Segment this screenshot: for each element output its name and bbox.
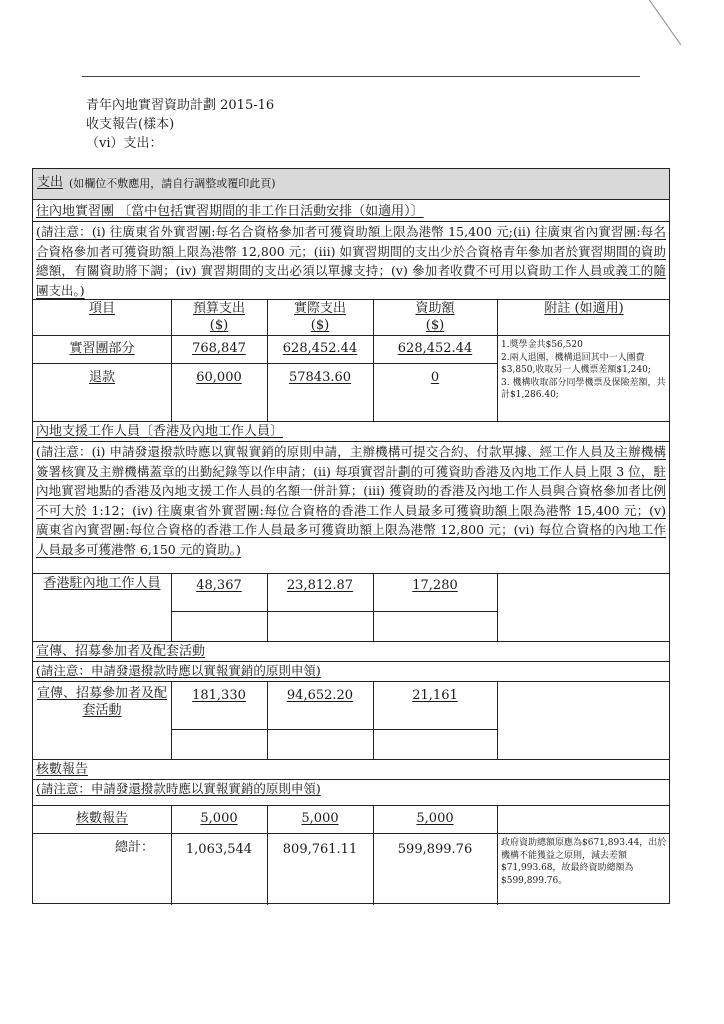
col-header-subsidy: 資助額 ($)	[415, 301, 455, 333]
row-tour-item: 實習團部分	[69, 341, 135, 356]
total-budget: 1,063,544	[185, 842, 253, 857]
total-remark: 政府資助總額原應為$671,893.44，出於機構不能獲益之原則，減去差額$71,993.68，故最終資助總額為$599,899.76。	[501, 838, 667, 886]
section-label: （vi）支出：	[86, 136, 163, 151]
support-staff-budget: 48,367	[196, 578, 242, 593]
section1-heading: 往內地實習團 〔當中包括實習期間的非工作日活動安排（如適用）〕	[36, 204, 424, 219]
audit-item: 核數報告	[75, 811, 128, 826]
col-header-budget: 預算支出 ($)	[192, 301, 245, 333]
section4-note: (請注意：申請發還撥款時應以實報實銷的原則申領)	[36, 781, 321, 796]
section2-note: (請注意：(i) 申請發還撥款時應以實報實銷的原則申請，主辦機構可提交合約、付款單據、經工作人員及主辦機構簽署核實及主辦機構蓋章的出勤紀錄等以作申請；(ii) 每項實習計劃的可獲資助香港及內地工作人員上限 3 位，駐內地實習地點的香港及內地支援工作人員的名額一併計算；(iii) 獲資助的香港及內地工作人員與合資格參加者比例不可大於 1:12；(iv) 往廣東省外實習團:每位合資格的香港工作人員最多可獲資助額上限為港幣 15,400 元；(v) 廣東省內實習團:每位合資格的香港工作人員最多可獲資助額上限為港幣 12,800 元；(vi) 每位合資格的內地工作人員最多可獲港幣 6,150 元的資助。)	[36, 444, 666, 557]
section1-note: (請注意：(i) 往廣東省外實習團:每名合資格參加者可獲資助額上限為港幣 15,400 元;(ii) 往廣東省內實習團:每名合資格參加者可獲資助額上限為港幣 12,800 元；(iii) 如實習期間的支出少於合資格青年參加者於實習期間的資助總額，有關資助將下調；(iv) 實習期間的支出必須以單據支持；(v) 參加者收費不可用以資助工作人員或義工的隨團支出。)	[36, 224, 666, 298]
audit-budget: 5,000	[200, 811, 238, 826]
row-refund-budget: 60,000	[196, 370, 242, 385]
support-staff-subsidy: 17,280	[412, 578, 458, 593]
promotion-actual: 94,652.20	[286, 688, 354, 703]
expense-banner-title: 支出	[37, 175, 64, 190]
support-staff-actual: 23,812.87	[286, 578, 354, 593]
row-tour-actual: 628,452.44	[282, 341, 358, 356]
top-rule	[82, 76, 640, 77]
scheme-title: 青年內地實習資助計劃 2015-16	[86, 98, 275, 113]
section1-remarks: 1.獎學金共$56,520 2.兩人退團，機構退回其中一人團費$3,850,收取另一人機票差額$1,240; 3. 機構收取部分同學機票及保險差額，共計$1,286.40;	[501, 340, 666, 400]
audit-actual: 5,000	[301, 811, 339, 826]
total-actual: 809,761.11	[282, 842, 358, 857]
audit-subsidy: 5,000	[416, 811, 454, 826]
col-header-item: 項目	[88, 301, 115, 316]
section2-heading: 內地支援工作人員〔香港及內地工作人員〕	[36, 424, 284, 439]
col-header-actual: 實際支出 ($)	[293, 301, 346, 333]
row-refund-actual: 57843.60	[288, 370, 352, 385]
row-refund-subsidy: 0	[430, 370, 440, 385]
expense-table	[32, 168, 670, 904]
section3-heading: 宣傳、招募參加者及配套活動	[36, 644, 206, 659]
row-tour-budget: 768,847	[192, 341, 246, 356]
section3-note: (請注意：申請發還撥款時應以實報實銷的原則申領)	[36, 663, 321, 678]
total-subsidy: 599,899.76	[397, 842, 473, 857]
page-edge-mark	[646, 0, 681, 45]
total-label: 總計：	[115, 840, 155, 855]
expense-banner-note: (如欄位不敷應用，請自行調整或覆印此頁)	[69, 177, 276, 190]
expense-banner	[33, 169, 669, 199]
document-header	[86, 96, 274, 153]
row-refund-item: 退款	[88, 370, 115, 385]
promotion-subsidy: 21,161	[412, 688, 458, 703]
col-header-remarks: 附註 (如適用)	[544, 301, 624, 316]
section4-heading: 核數報告	[36, 762, 89, 777]
promotion-budget: 181,330	[192, 688, 246, 703]
row-tour-subsidy: 628,452.44	[397, 341, 473, 356]
promotion-item: 宣傳、招募參加者及配套活動	[36, 686, 167, 718]
support-staff-item: 香港駐內地工作人員	[43, 576, 161, 591]
report-title: 收支報告(樣本)	[86, 117, 175, 132]
